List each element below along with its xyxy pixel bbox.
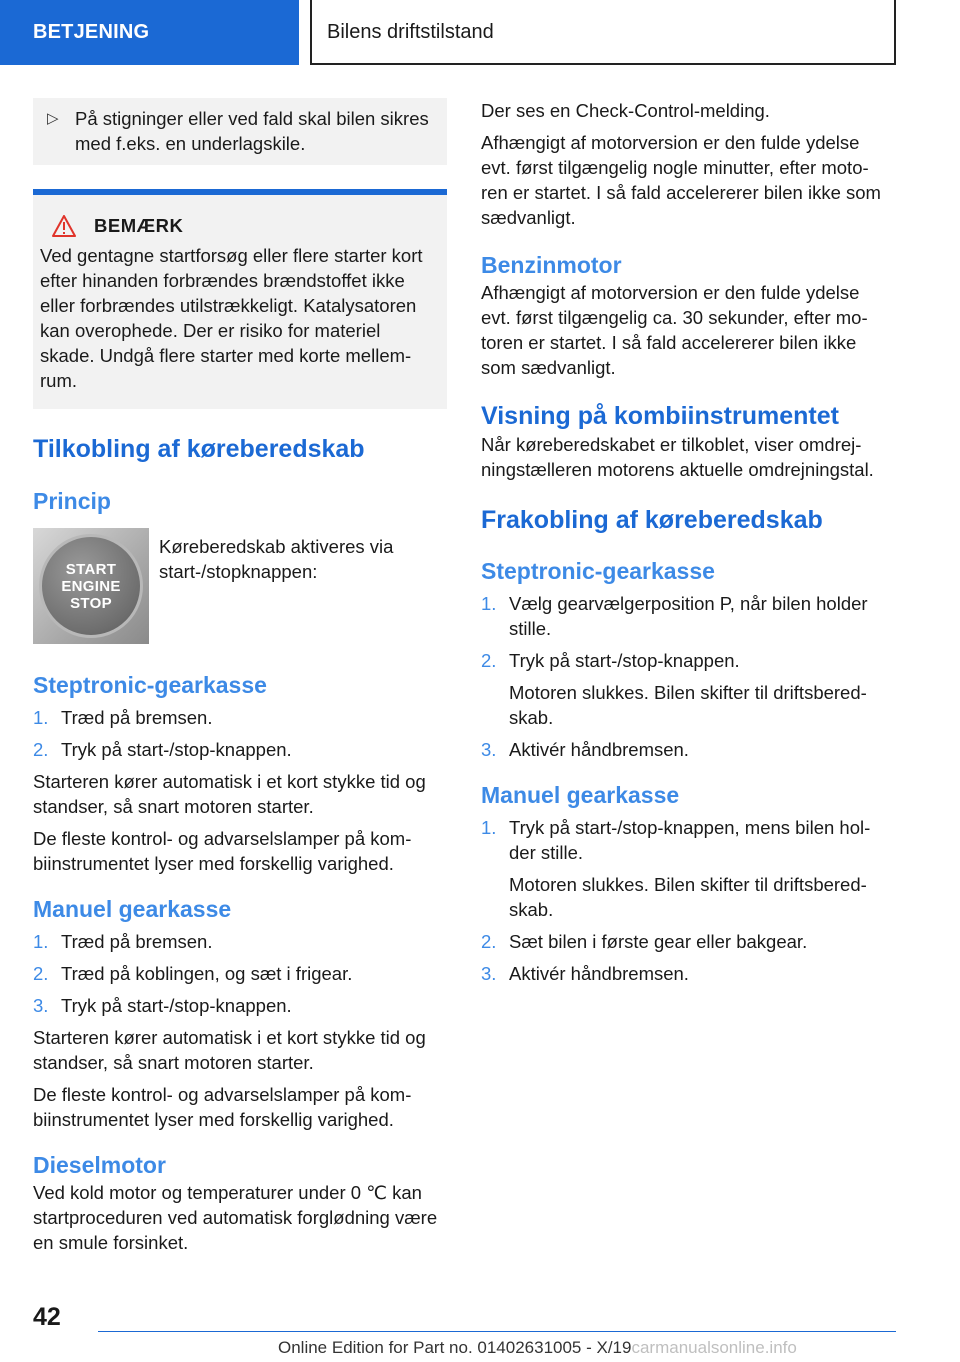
subheading-manuel: Manuel gearkasse xyxy=(33,896,232,922)
list-item: 1. Træd på bremsen. xyxy=(33,707,213,728)
paragraph: Der ses en Check-Control-melding. xyxy=(481,100,770,121)
steptronic-steps xyxy=(33,705,447,762)
subheading-steptronic-right: Steptronic-gearkasse xyxy=(481,558,715,584)
hint-text: På stigninger eller ved fald skal bilen sikres med f.eks. en underlagskile. xyxy=(75,108,429,154)
list-item: 2. Træd på koblingen, og sæt i frigear. xyxy=(33,963,353,984)
paragraph: Afhængigt af motorversion er den fulde ydelse evt. først tilgængelig ca. 30 sekunder, efter mo-toren er startet. I så fald accelererer bilen ikke som sædvanligt. xyxy=(481,282,868,378)
section-tab: BETJENING xyxy=(0,0,299,65)
steptronic-right-steps xyxy=(481,591,891,762)
list-item: 3. Aktivér håndbremsen. xyxy=(481,963,689,984)
list-item: 2. Sæt bilen i første gear eller bakgear. xyxy=(481,931,808,952)
list-item: 1. Vælg gearvælgerposition P, når bilen holder stille. xyxy=(481,593,868,639)
note-box xyxy=(33,189,447,409)
list-item: 3. Aktivér håndbremsen. xyxy=(481,739,689,760)
watermark-text: carmanualsonline.info xyxy=(631,1338,797,1357)
warning-triangle-icon xyxy=(52,215,76,237)
note-label: BEMÆRK xyxy=(94,215,184,236)
start-stop-button-image xyxy=(33,528,149,644)
edition-text: Online Edition for Part no. 01402631005 - X/19 xyxy=(278,1338,632,1357)
paragraph: Afhængigt af motorversion er den fulde ydelse evt. først tilgængelig nogle minutter, efter moto-ren er startet. I så fald accelererer bilen ikke som sædvanligt. xyxy=(481,132,881,228)
paragraph: Starteren kører automatisk i et kort stykke tid og standser, så snart motoren starter. xyxy=(33,1027,426,1073)
section-heading-frakobling: Frakobling af køreberedskab xyxy=(481,506,823,534)
paragraph: De fleste kontrol- og advarselslamper på kom-biinstrumentet lyser med forskellig varighed. xyxy=(33,1084,412,1130)
subheading-princip: Princip xyxy=(33,488,111,514)
subheading-diesel: Dieselmotor xyxy=(33,1152,166,1178)
button-label-line: START xyxy=(65,561,117,578)
list-item: 3. Tryk på start-/stop-knappen. xyxy=(33,995,292,1016)
button-label-line: ENGINE xyxy=(61,578,121,595)
princip-block xyxy=(33,528,447,644)
left-column xyxy=(33,98,447,1262)
paragraph: De fleste kontrol- og advarselslamper på kom-biinstrumentet lyser med forskellig varighed. xyxy=(33,828,412,874)
manuel-right-steps xyxy=(481,815,891,986)
subheading-manuel-right: Manuel gearkasse xyxy=(481,782,680,808)
section-heading-tilkobling: Tilkobling af køreberedskab xyxy=(33,435,365,463)
right-column xyxy=(481,98,891,993)
chapter-title: Bilens driftstilstand xyxy=(310,0,896,65)
paragraph: Når køreberedskabet er tilkoblet, viser omdrej-ningstælleren motorens aktuelle omdrejningstal. xyxy=(481,434,874,480)
list-item: 1. Tryk på start-/stop-knappen, mens bilen hol-der stille. Motoren slukkes. Bilen skifter til driftsbered-skab. xyxy=(481,817,871,920)
subheading-steptronic: Steptronic-gearkasse xyxy=(33,672,267,698)
paragraph: Starteren kører automatisk i et kort stykke tid og standser, så snart motoren starter. xyxy=(33,771,426,817)
princip-text: Køreberedskab aktiveres via start-/stopknappen: xyxy=(159,536,394,582)
paragraph: Ved kold motor og temperaturer under 0 ℃ kan startproceduren ved automatisk forglødning være en smule forsinket. xyxy=(33,1182,438,1253)
hint-box xyxy=(33,98,447,165)
footer-divider xyxy=(98,1331,896,1332)
page-number: 42 xyxy=(33,1303,61,1331)
subheading-visning: Visning på kombiinstrumentet xyxy=(481,402,839,430)
button-label-line: STOP xyxy=(70,595,112,612)
manuel-steps xyxy=(33,929,447,1018)
triangle-bullet-icon: ▷ xyxy=(47,110,59,127)
list-item: 2. Tryk på start-/stop-knappen. xyxy=(33,739,292,760)
list-item: 1. Træd på bremsen. xyxy=(33,931,213,952)
footer-edition xyxy=(278,1337,797,1359)
subheading-benzin: Benzinmotor xyxy=(481,252,622,278)
note-text: Ved gentagne startforsøg eller flere starter kort efter hinanden forbrændes brændstoffet ikke eller forbrændes utilstrækkeligt. Katalysatoren kan overophede. Der er risiko for materiel skade. Undgå flere starter med korte mellem-rum. xyxy=(40,245,423,391)
list-item: 2. Tryk på start-/stop-knappen. Motoren slukkes. Bilen skifter til driftsbered-skab. xyxy=(481,650,867,728)
